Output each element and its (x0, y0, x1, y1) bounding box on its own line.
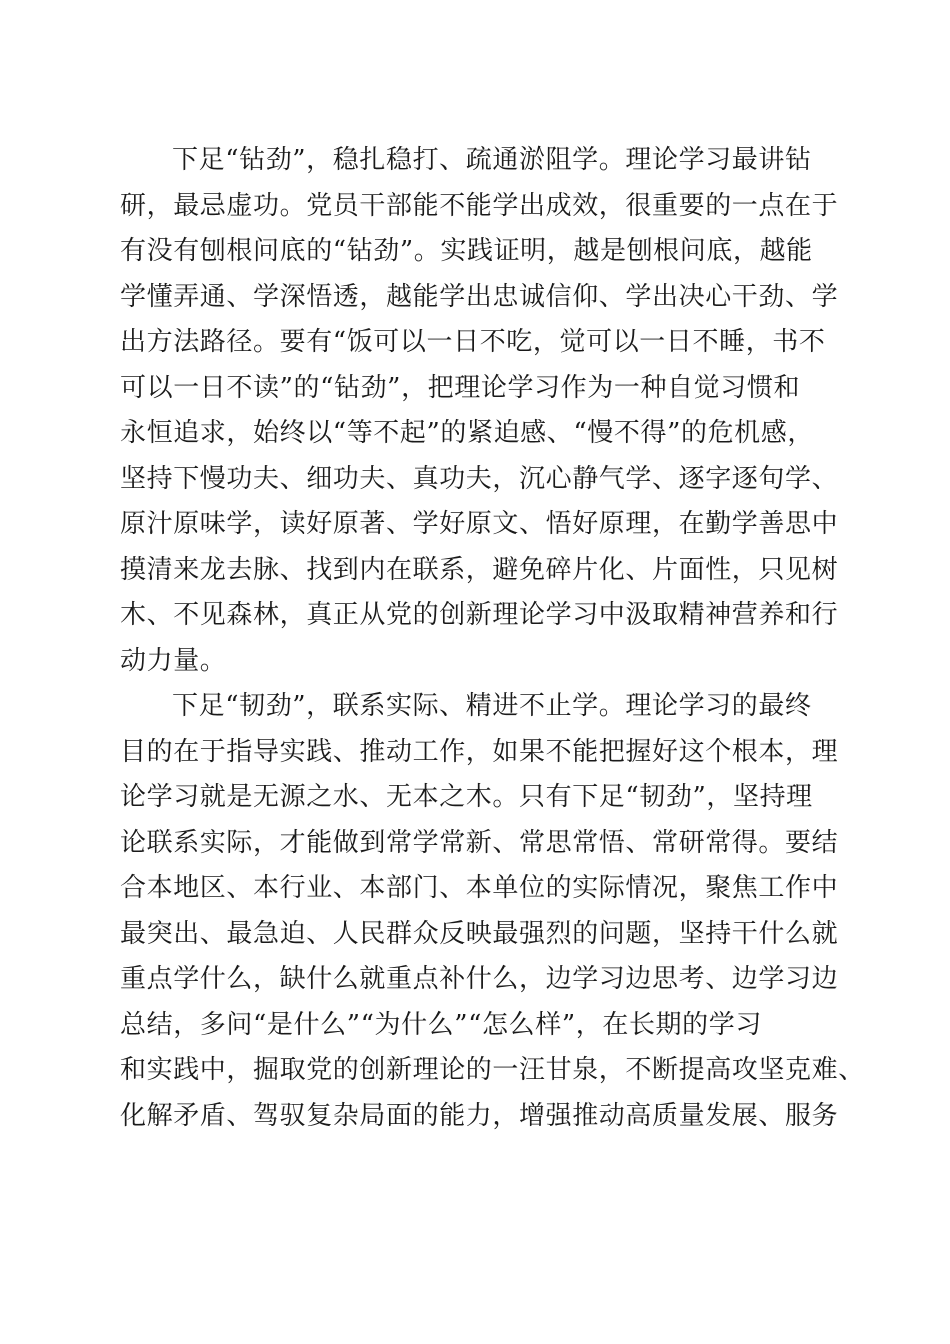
text-line: 可以一日不读”的“钻劲”，把理论学习作为一种自觉习惯和 (120, 372, 801, 403)
text-line: 化解矛盾、驾驭复杂局面的能力，增强推动高质量发展、服务 (120, 1100, 839, 1131)
text-line: 原汁原味学，读好原著、学好原文、悟好原理，在勤学善思中 (120, 509, 839, 539)
text-line: 动力量。 (120, 645, 227, 676)
body-text (120, 138, 865, 1139)
text-line: 出方法路径。要有“饭可以一日不吃，觉可以一日不睡，书不 (120, 327, 826, 357)
text-line: 论学习就是无源之水、无本之木。只有下足“韧劲”，坚持理 (120, 782, 813, 812)
text-line: 有没有刨根问底的“钻劲”。实践证明，越是刨根问底，越能 (120, 236, 813, 266)
text-line: 目的在于指导实践、推动工作，如果不能把握好这个根本，理 (120, 736, 839, 767)
text-line: 论联系实际，才能做到常学常新、常思常悟、常研常得。要结 (120, 827, 839, 858)
text-line: 最突出、最急迫、人民群众反映最强烈的问题，坚持干什么就 (120, 918, 839, 949)
text-line: 学懂弄通、学深悟透，越能学出忠诚信仰、学出决心干劲、学 (120, 281, 839, 312)
text-line: 坚持下慢功夫、细功夫、真功夫，沉心静气学、逐字逐句学、 (120, 463, 839, 494)
text-line: 摸清来龙去脉、找到内在联系，避免碎片化、片面性，只见树 (120, 554, 839, 585)
text-line: 木、不见森林，真正从党的创新理论学习中汲取精神营养和行 (120, 600, 839, 630)
text-line: 重点学什么，缺什么就重点补什么，边学习边思考、边学习边 (120, 964, 839, 994)
text-line: 合本地区、本行业、本部门、本单位的实际情况，聚焦工作中 (120, 873, 839, 903)
text-line: 永恒追求，始终以“等不起”的紧迫感、“慢不得”的危机感， (120, 418, 814, 448)
paragraph-zuanjin (120, 138, 840, 684)
paragraph-renjin (120, 684, 865, 1139)
text-line: 下足“钻劲”，稳扎稳打、疏通淤阻学。理论学习最讲钻 (172, 145, 812, 175)
text-line: 和实践中，掘取党的创新理论的一汪甘泉，不断提高攻坚克难、 (120, 1055, 865, 1085)
text-line: 总结，多问“是什么”“为什么”“怎么样”，在长期的学习 (120, 1009, 762, 1040)
text-line: 研，最忌虚功。党员干部能不能学出成效，很重要的一点在于 (120, 190, 839, 221)
text-line: 下足“韧劲”，联系实际、精进不止学。理论学习的最终 (172, 691, 812, 721)
